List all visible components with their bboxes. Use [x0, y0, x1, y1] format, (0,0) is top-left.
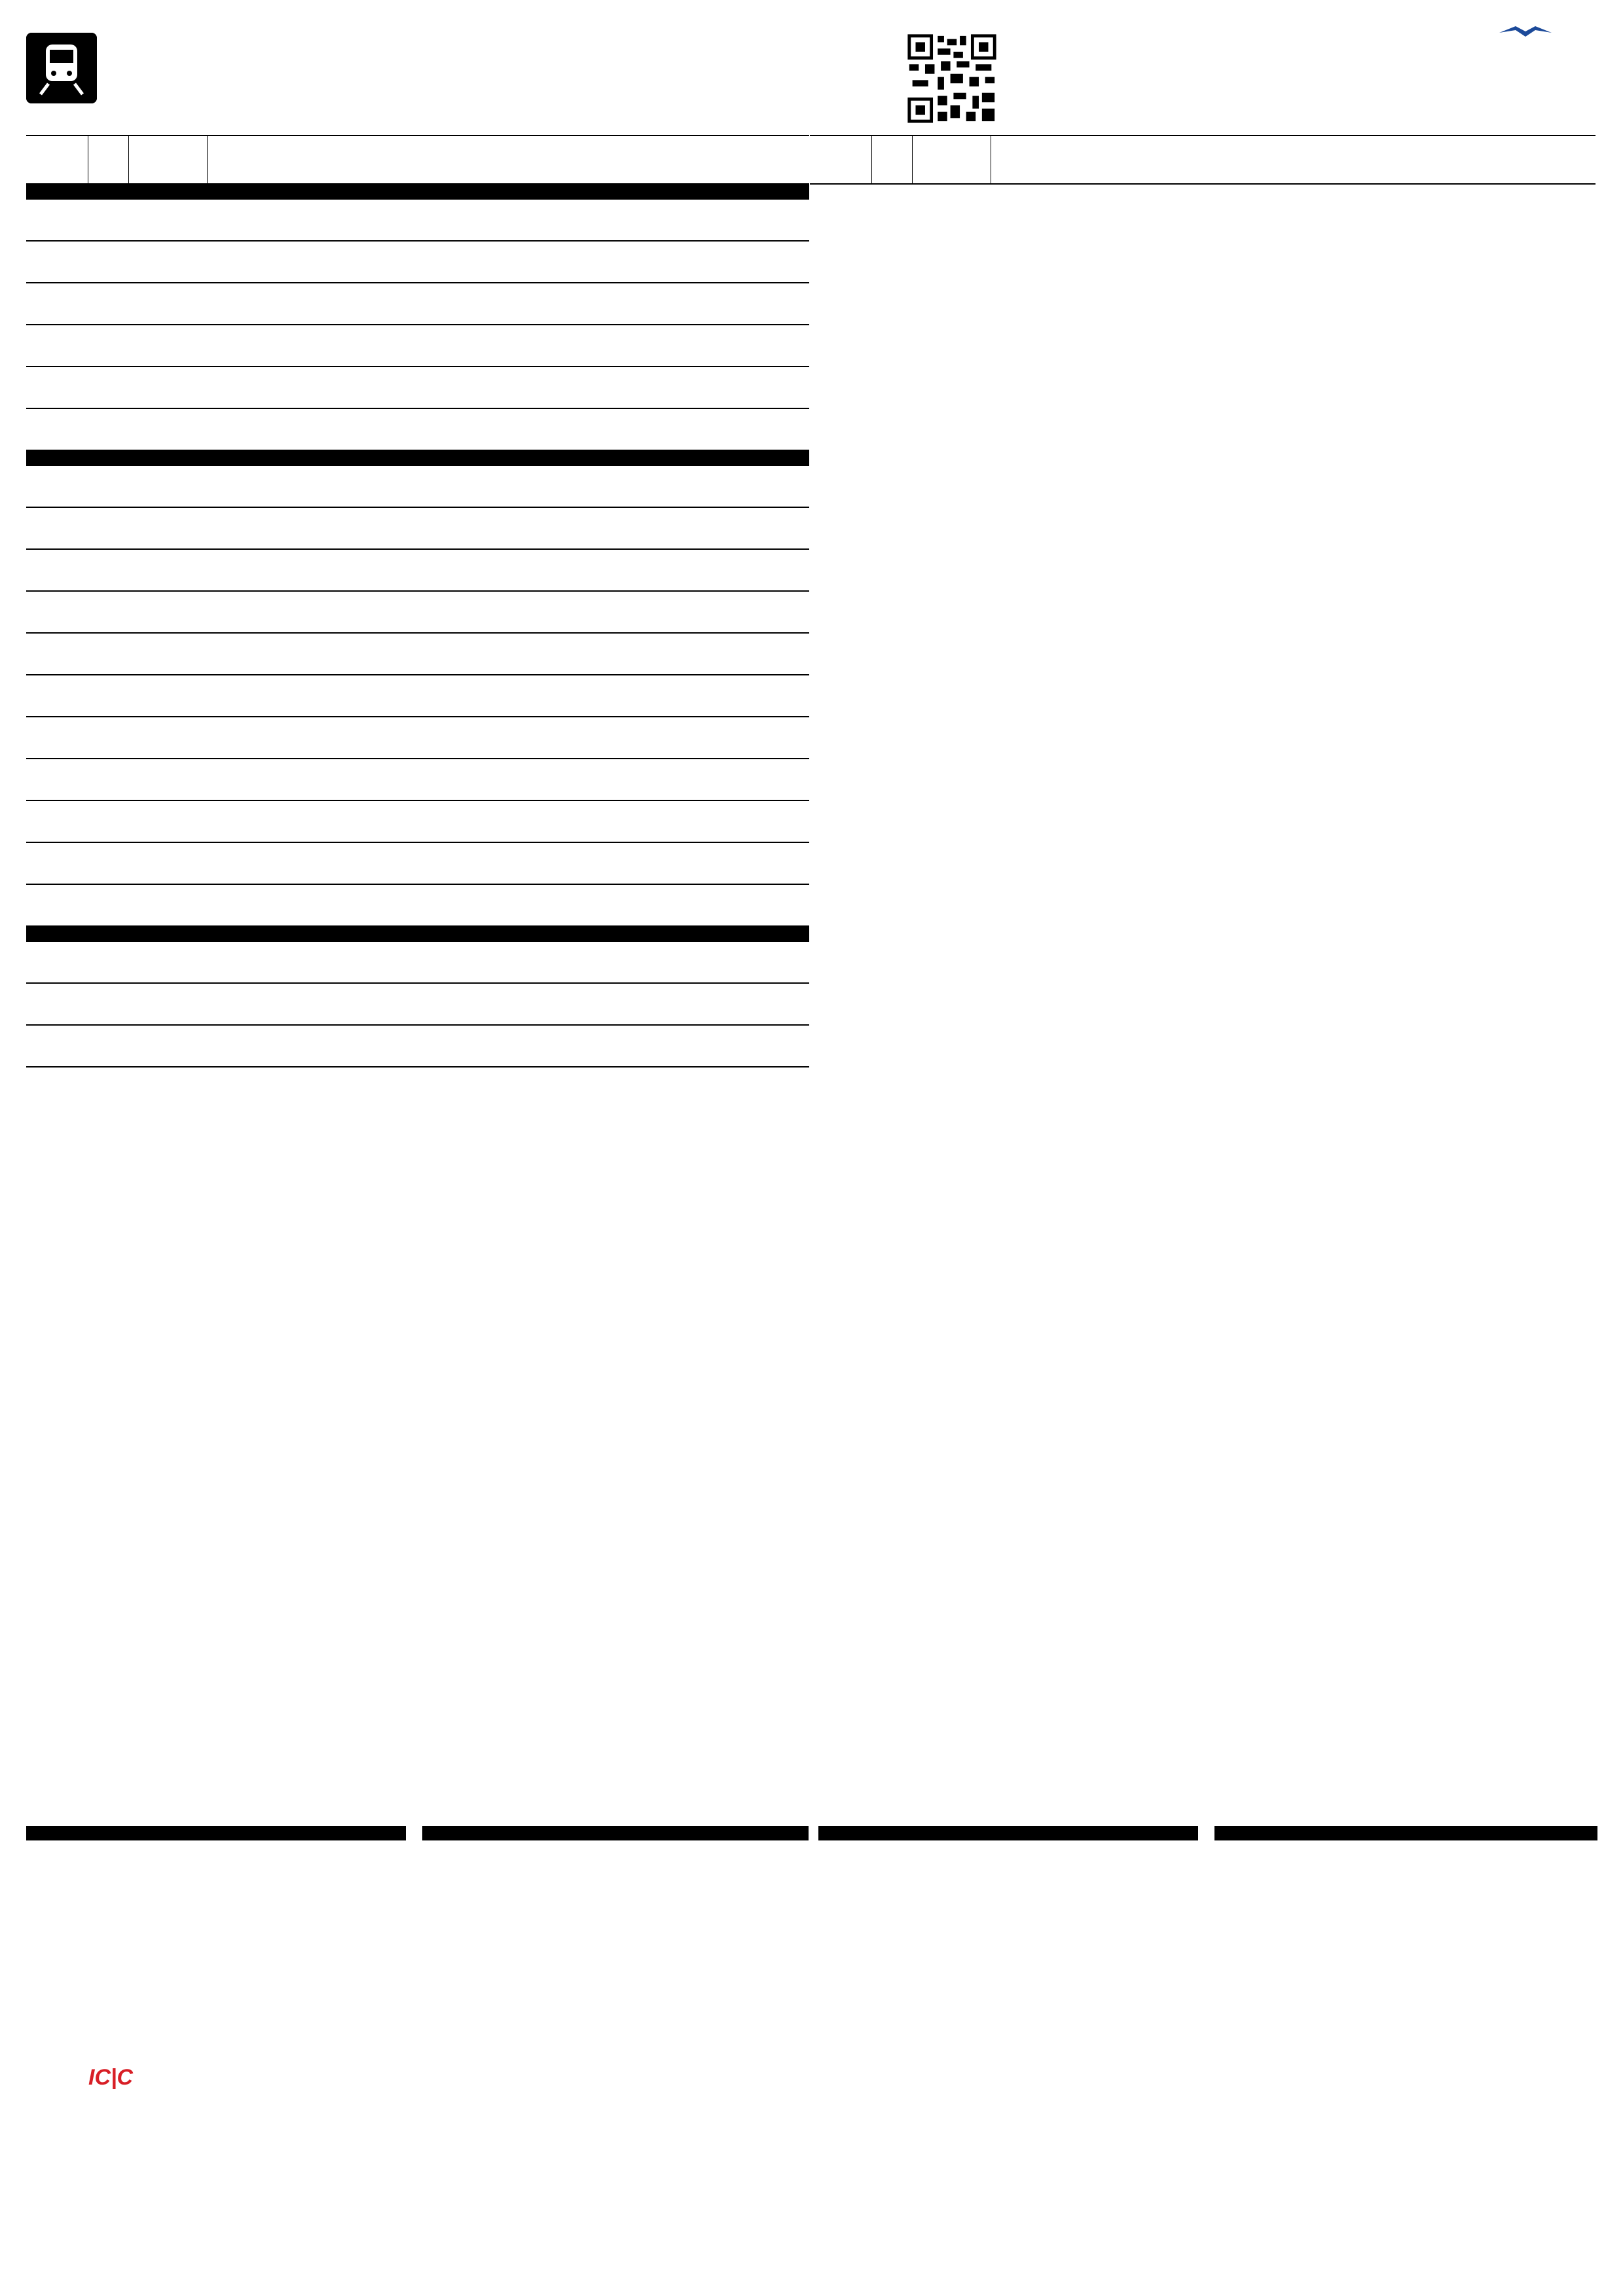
arrival-time: [26, 245, 88, 278]
table-header: [26, 135, 809, 185]
intermediate-stops: [208, 721, 809, 754]
arrival-time: [26, 287, 88, 320]
train-info: [129, 805, 208, 838]
platform-track: [88, 946, 129, 978]
arrival-time: [26, 679, 88, 712]
arrival-time: [26, 946, 88, 978]
train-info: [129, 287, 208, 320]
train-info: [129, 413, 208, 446]
arrival-time: [26, 470, 88, 503]
arrival-time: [26, 371, 88, 404]
train-info: [129, 1030, 208, 1062]
platform-track: [88, 470, 129, 503]
platform-track: [88, 329, 129, 362]
arrival-time: [26, 329, 88, 362]
intermediate-stops: [208, 763, 809, 796]
table-row: [26, 466, 809, 508]
platform-track: [88, 554, 129, 586]
platform-track: [88, 204, 129, 236]
time-band: [26, 451, 809, 466]
platform-track: [88, 371, 129, 404]
platform-track: [88, 988, 129, 1020]
platform-track: [88, 847, 129, 880]
timetable-right: [810, 135, 1596, 185]
intermediate-stops: [208, 889, 809, 922]
train-info: [129, 512, 208, 545]
arrival-time: [26, 889, 88, 922]
table-row: [26, 717, 809, 759]
train-info: [129, 204, 208, 236]
table-row: [26, 325, 809, 367]
arrival-time: [26, 847, 88, 880]
intermediate-stops: [208, 245, 809, 278]
train-info: [129, 637, 208, 670]
intermediate-stops: [208, 470, 809, 503]
intermediate-stops: [208, 204, 809, 236]
table-row: [26, 984, 809, 1026]
table-row: [26, 242, 809, 283]
platform-track: [88, 245, 129, 278]
arrival-time: [26, 763, 88, 796]
platform-track: [88, 637, 129, 670]
intermediate-stops: [208, 554, 809, 586]
train-info: [129, 721, 208, 754]
table-row: [26, 200, 809, 242]
intermediate-stops: [208, 596, 809, 628]
legend-abbreviations: [26, 1826, 406, 1842]
table-row: [26, 283, 809, 325]
legend-symbols-2: [818, 1826, 1198, 1842]
train-info: [129, 596, 208, 628]
platform-track: [88, 512, 129, 545]
train-info: [129, 329, 208, 362]
intermediate-stops: [208, 679, 809, 712]
train-info: [129, 679, 208, 712]
train-info: [129, 554, 208, 586]
qr-code: [906, 33, 998, 124]
intermediate-stops: [208, 946, 809, 978]
table-header: [810, 135, 1596, 185]
train-info: [129, 988, 208, 1020]
intercity-logo: IC|C: [88, 2065, 134, 2090]
intermediate-stops: [208, 637, 809, 670]
table-row: [26, 367, 809, 409]
intermediate-stops: [208, 287, 809, 320]
platform-track: [88, 413, 129, 446]
arrival-time: [26, 554, 88, 586]
plk-logo-icon: [1496, 24, 1555, 42]
arrival-time: [26, 204, 88, 236]
platform-track: [88, 679, 129, 712]
intermediate-stops: [208, 1030, 809, 1062]
platform-track: [88, 721, 129, 754]
arrival-time: [26, 637, 88, 670]
time-band: [26, 927, 809, 942]
arrival-time: [26, 512, 88, 545]
platform-track: [88, 287, 129, 320]
table-row: [26, 885, 809, 927]
table-row: [26, 801, 809, 843]
table-row: [26, 634, 809, 675]
intermediate-stops: [208, 512, 809, 545]
intermediate-stops: [208, 371, 809, 404]
train-info: [129, 763, 208, 796]
arrival-time: [26, 988, 88, 1020]
table-row: [26, 592, 809, 634]
arrival-time: [26, 596, 88, 628]
table-row: [26, 942, 809, 984]
platform-track: [88, 596, 129, 628]
platform-track: [88, 763, 129, 796]
intermediate-stops: [208, 413, 809, 446]
legend-symbols-1: [422, 1826, 809, 1842]
arrival-time: [26, 1030, 88, 1062]
train-info: [129, 470, 208, 503]
intermediate-stops: [208, 847, 809, 880]
time-band: [26, 185, 809, 200]
intermediate-stops: [208, 805, 809, 838]
train-info: [129, 889, 208, 922]
platform-track: [88, 889, 129, 922]
table-row: [26, 675, 809, 717]
intermediate-stops: [208, 329, 809, 362]
table-row: [26, 409, 809, 451]
table-row: [26, 508, 809, 550]
train-info: [129, 847, 208, 880]
table-row: [26, 759, 809, 801]
arrival-time: [26, 805, 88, 838]
legend-symbols-3: [1214, 1826, 1597, 1842]
platform-track: [88, 805, 129, 838]
platform-track: [88, 1030, 129, 1062]
arrival-time: [26, 721, 88, 754]
table-row: [26, 1026, 809, 1067]
train-info: [129, 946, 208, 978]
train-info: [129, 245, 208, 278]
timetable-left: [26, 135, 809, 1067]
intermediate-stops: [208, 988, 809, 1020]
arrival-time: [26, 413, 88, 446]
table-row: [26, 843, 809, 885]
train-icon: [26, 33, 97, 103]
train-info: [129, 371, 208, 404]
table-row: [26, 550, 809, 592]
